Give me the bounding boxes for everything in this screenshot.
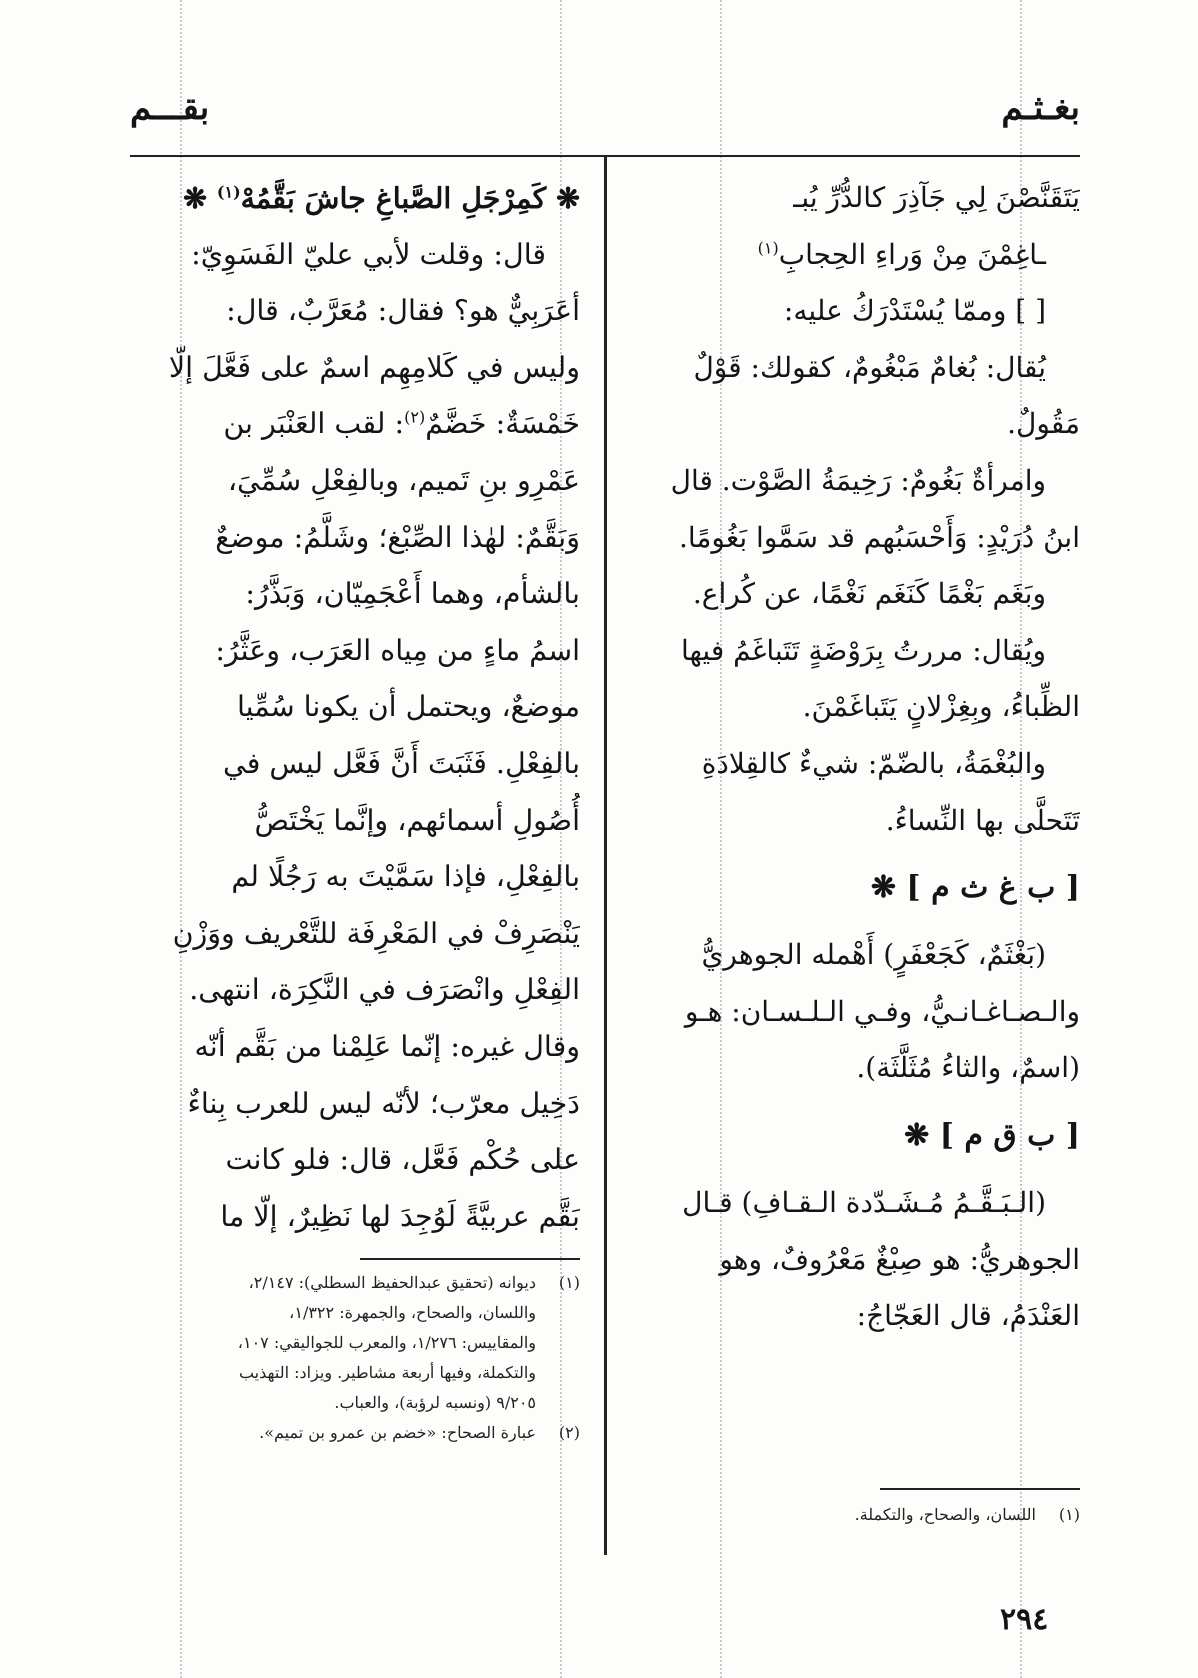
text-line: أعَرَبِيٌّ هو؟ فقال: مُعَرَّبٌ، قال:	[226, 294, 580, 328]
footnote-rule	[360, 1258, 580, 1260]
text-line: ويُقال: مررتُ بِرَوْضَةٍ تَتَباغَمُ فيها	[680, 633, 1046, 667]
text-line: الفِعْلِ وانْصَرَف في النَّكِرَة، انتهى.	[189, 973, 580, 1007]
text-line: عَمْرِو بنِ تَميم، وبالفِعْلِ سُمِّيَ،	[227, 463, 580, 497]
footnote-continuation: والمقاييس: ١/٢٧٦، والمعرب للجواليقي: ١٠٧،	[237, 1333, 536, 1352]
text-line: وبَغَم بَغْمًا كَنَغَم نَغْمًا، عن كُراع.	[692, 577, 1046, 611]
page-number: ٢٩٤	[1000, 1602, 1049, 1637]
text-fragment: خَمْسَةٌ: خَضَّمٌ	[425, 407, 580, 441]
entry-heading: [ ب ق م ] ❋	[904, 1117, 1080, 1153]
footnote-number: (١)	[558, 1273, 580, 1292]
footnote	[134, 1268, 580, 1298]
entry-heading: [ ب غ ث م ] ❋	[870, 870, 1080, 906]
text-line: (بَغْثَمٌ، كَجَعْفَرٍ) أَهْمله الجوهريُّ	[701, 938, 1046, 972]
text-line: اسمُ ماءٍ من مِياه العَرَب، وعَثَّرُ:	[215, 633, 580, 667]
text-line: بالفِعْلِ. فَثَبَتَ أَنَّ فَعَّل ليس في	[222, 746, 580, 780]
text-line: الظِّباءُ، وبِغِزْلانٍ يَتَباغَمْنَ.	[802, 690, 1080, 724]
footnote-text: ديوانه (تحقيق عبدالحفيظ السطلي): ٢/١٤٧،	[248, 1273, 536, 1292]
verse-text: ـاغِمْنَ مِنْ وَراءِ الحِجابِ	[778, 237, 1046, 271]
column-divider	[604, 155, 607, 1555]
text-line: تَتَحلَّى بها النِّساءُ.	[885, 803, 1080, 837]
text-line: العَنْدَمُ، قال العَجّاجُ:	[856, 1299, 1080, 1333]
text-line: (اسمٌ، والثاءُ مُثَلَّثَة).	[856, 1051, 1080, 1085]
text-line: ابنُ دُرَيْدٍ: وَأَحْسَبُهم قد سَمَّوا بَغُومًا.	[678, 520, 1080, 554]
text-line: وقال غيره: إنّما عَلِمْنا من بَقَّم أنّه	[194, 1029, 580, 1063]
left-footnotes	[134, 1268, 580, 1448]
footnote-rule	[880, 1488, 1080, 1490]
text-line: يُقال: بُغامٌ مَبْغُومٌ، كقولك: قَوْلٌ	[693, 350, 1046, 384]
text-line: (الـبَـقَّـمُ مُـشَـدّدة الـقـافِ) قـال	[682, 1185, 1046, 1219]
footnote-ref: (١)	[216, 182, 241, 202]
footnote-continuation: ٩/٢٠٥ (ونسبه لرؤبة)، والعباب.	[334, 1393, 536, 1412]
verse-line: يَتَقَنَّصْنَ لِي جَآذِرَ كالدُّرِّ يُبـ	[793, 181, 1080, 214]
verse-text: ❋ كَمِرْجَلِ الصَّباغِ جاشَ بَقَّمُهْ	[240, 181, 580, 215]
footnote-ref: (٢)	[404, 407, 426, 427]
text-line: والـصـاغـانـيُّ، وفـي الـلـسـان: هـو	[684, 994, 1080, 1028]
text-fragment: : لقب العَنْبَر بن	[223, 407, 405, 441]
verse-mark: ❋	[183, 181, 217, 215]
verse-line	[134, 170, 580, 227]
footnote	[640, 1500, 1080, 1530]
text-line: موضعٌ، ويحتمل أن يكونا سُمِّيا	[236, 690, 580, 724]
text-line: الجوهريُّ: هو صِبْغٌ مَعْرُوفٌ، وهو	[719, 1242, 1080, 1276]
footnote	[134, 1418, 580, 1448]
text-line: [ ] وممّا يُسْتَدْرَكُ عليه:	[783, 294, 1046, 328]
footnote-text: اللسان، والصحاح، والتكملة.	[854, 1505, 1036, 1524]
verse-line	[640, 227, 1080, 284]
text-line: بالفِعْلِ، فإذا سَمَّيْتَ به رَجُلًا لم	[231, 860, 580, 894]
text-line: وامرأةٌ بَغُومٌ: رَخِيمَةُ الصَّوْت. قال	[670, 463, 1046, 497]
text-line: يَنْصَرِفْ في المَعْرِفَة للتَّعْريف ووَزْنِ	[172, 916, 580, 950]
text-line: والبُغْمَةُ، بالضّمّ: شيءٌ كالقِلادَةِ	[701, 746, 1046, 780]
text-line: وليس في كَلامِهِم اسمٌ على فَعَّلَ إلّا	[168, 350, 580, 384]
text-line: قال: وقلت لأبي عليّ الفَسَوِيّ:	[191, 237, 546, 271]
running-header	[130, 88, 1080, 148]
left-column	[134, 170, 580, 1245]
footnote-number: (٢)	[558, 1423, 580, 1442]
text-line: مَقُولٌ.	[1007, 407, 1080, 441]
text-line: على حُكْم فَعَّل، قال: فلو كانت	[225, 1143, 580, 1177]
header-left-word: بقـــم	[130, 88, 210, 128]
right-footnotes	[640, 1500, 1080, 1530]
footnote-continuation: والتكملة، وفيها أربعة مشاطير. ويزاد: التهذيب	[238, 1363, 536, 1382]
text-line: دَخِيل معرّب؛ لأنّه ليس للعرب بِناءٌ	[187, 1086, 580, 1120]
footnote-ref: (١)	[757, 238, 779, 258]
footnote-text: عبارة الصحاح: «خضم بن عمرو بن تميم».	[259, 1423, 536, 1442]
text-line	[134, 396, 580, 453]
right-column	[640, 170, 1080, 1345]
text-line: بالشأم، وهما أَعْجَمِيّان، وَبَذَّرُ:	[245, 577, 580, 611]
text-line: وَبَقَّمٌ: لهٰذا الصِّبْغ؛ وشَلَّمُ: موضعٌ	[215, 520, 580, 554]
text-line: بَقَّم عربيَّةً لَوُجِدَ لها نَظِيرٌ، إلّا ما	[220, 1199, 580, 1233]
footnote-continuation: واللسان، والصحاح، والجمهرة: ١/٣٢٢،	[289, 1303, 536, 1322]
footnote-number: (١)	[1058, 1505, 1080, 1524]
header-right-word: بغـثـم	[1001, 88, 1080, 128]
text-line: أُصُولِ أسمائهم، وإنَّما يَخْتَصُّ	[254, 803, 580, 837]
